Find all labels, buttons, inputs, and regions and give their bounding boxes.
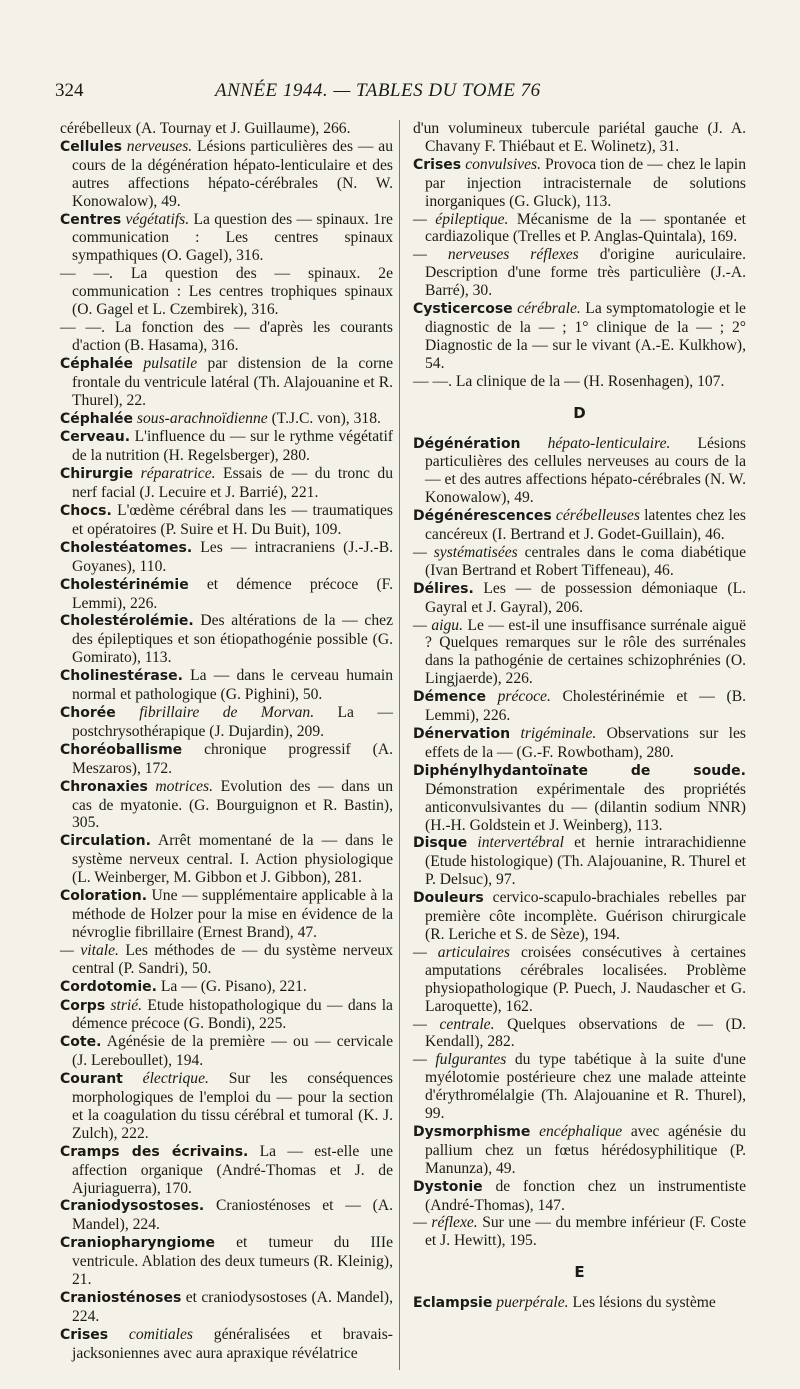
- index-entry: [60, 978, 393, 997]
- index-entry: [60, 465, 393, 502]
- entry-qualifier: — systématisées: [413, 543, 518, 561]
- entry-text: Agénésie de la première — ou — cervicale (J. Lereboullet), 194.: [72, 1033, 393, 1070]
- entry-text: généralisées et bravais-jacksoniennes avec aura apraxique révélatrice: [72, 1325, 393, 1362]
- entry-text: Une — supplémentaire applicable à la méthode de Holzer pour la mise en évidence de la névroglie fibrillaire (Ernest Brand), 47.: [72, 887, 393, 941]
- entry-qualifier: sous-arachnoïdienne: [136, 409, 268, 427]
- entry-qualifier: — centrale.: [413, 1015, 495, 1033]
- entry-text: et hernie intrarachidienne (Etude histologique) (Th. Alajouanine, R. Thurel et P. Delsuc), 97.: [425, 834, 746, 889]
- entry-text: Etude histopathologique du — dans la démence précoce (G. Bondi), 225.: [72, 996, 393, 1033]
- index-entry: [413, 156, 746, 211]
- entry-qualifier: encéphalique: [539, 1122, 623, 1140]
- entry-text: centrales dans le coma diabétique (Ivan Bertrand et Robert Tiffeneau), 46.: [425, 543, 746, 579]
- entry-headword: Disque: [413, 835, 468, 852]
- entry-headword: Eclampsie: [413, 1295, 493, 1312]
- entry-qualifier: pulsatile: [143, 354, 198, 372]
- entry-qualifier: hépato-lenticulaire.: [547, 434, 671, 452]
- entry-text: du type tabétique à la suite d'une myélotomie postérieure chez une malade atteinte d'érythromélalgie (Th. Alajouanine et R. Thurel), 99.: [425, 1051, 746, 1123]
- entry-headword: Choréoballisme: [60, 741, 183, 758]
- entry-headword: Dystonie: [413, 1178, 483, 1195]
- entry-text: La — (G. Pisano), 221.: [156, 977, 307, 995]
- entry-text: et tumeur du IIIe ventricule. Ablation des deux tumeurs (R. Kleinig), 21.: [72, 1234, 393, 1289]
- entry-qualifier: cérébrale.: [517, 300, 581, 318]
- index-entry: [60, 319, 393, 355]
- index-entry: [60, 410, 393, 429]
- page-number: 324: [55, 80, 84, 101]
- section-letter-d: D: [573, 403, 586, 422]
- entry-headword: Chronaxies: [60, 778, 148, 795]
- entry-text: La — est-elle une affection organique (André-Thomas et J. de Ajuriaguerra), 170.: [72, 1142, 394, 1197]
- entry-text: L'influence du — sur le rythme végétatif de la nutrition (H. Regelsberger), 280.: [72, 428, 393, 465]
- left-column: [60, 120, 393, 1363]
- index-entry: [60, 997, 393, 1034]
- index-entry: [60, 1070, 393, 1143]
- entry-text: Les méthodes de — du système nerveux central (P. Sandri), 50.: [72, 941, 393, 977]
- entry-text: par distension de la corne frontale du ventricule latéral (Th. Alajouanine et R. Thurel), 22.: [72, 354, 393, 409]
- index-entry: [413, 211, 746, 247]
- index-entry: [60, 1234, 393, 1289]
- index-entry: [60, 832, 393, 887]
- index-entry: [60, 1289, 393, 1326]
- entry-headword: Cysticercose: [413, 301, 513, 318]
- entry-headword: Coloration.: [60, 888, 148, 905]
- entry-headword: Circulation.: [60, 833, 151, 850]
- entry-text: avec agénésie du pallium chez un fœtus hérédosyphilitique (P. Manunza), 49.: [425, 1122, 746, 1177]
- entry-headword: Cellules: [60, 138, 122, 155]
- index-entry: [413, 246, 746, 300]
- entry-headword: Cholestéatomes.: [60, 539, 193, 556]
- index-entry: [60, 1326, 393, 1363]
- entry-headword: Cholinestérase.: [60, 668, 183, 685]
- entry-headword: Courant: [60, 1071, 123, 1088]
- entry-headword: Dégénérescences: [413, 508, 552, 525]
- entry-qualifier: comitiales: [128, 1325, 194, 1343]
- entry-headword: Craniosténoses: [60, 1290, 182, 1306]
- entry-text: Sur les conséquences morphologiques de l'emploi du — pour la section et la coagulation du tissu cérébral et tumoral (K. J. Zulch), 222.: [72, 1070, 393, 1142]
- entry-text: Les — intracraniens (J.-J.-B. Goyanes), 110.: [72, 538, 393, 575]
- entry-headword: Douleurs: [413, 890, 484, 907]
- entry-headword: Cholestérolémie.: [60, 613, 194, 630]
- entry-qualifier: — fulgurantes: [413, 1051, 507, 1069]
- index-entry: [413, 373, 746, 391]
- index-entry: [60, 667, 393, 704]
- index-entry: [413, 435, 746, 508]
- entry-text: — —. La fonction des — d'après les courants d'action (B. Hasama), 316.: [60, 318, 393, 354]
- index-entry: [60, 265, 393, 319]
- index-entry: [413, 544, 746, 580]
- entry-headword: Démence: [413, 689, 486, 706]
- entry-text: Evolution des — dans un cas de myatonie. (G. Bourguignon et R. Bastin), 305.: [72, 777, 393, 832]
- entry-text: Essais de — du tronc du nerf facial (J. Lecuire et J. Barrié), 221.: [72, 465, 393, 502]
- entry-qualifier: nerveuses.: [126, 137, 193, 155]
- index-entry: [413, 580, 746, 617]
- index-entry: [413, 120, 746, 156]
- entry-text: — —. La clinique de la — (H. Rosenhagen), 107.: [413, 372, 725, 390]
- index-entry: [60, 942, 393, 978]
- entry-headword: Chirurgie: [60, 466, 134, 483]
- entry-headword: Cordotomie.: [60, 978, 157, 995]
- index-entry: [413, 1214, 746, 1250]
- entry-text: — —. La question des — spinaux. 2e communication : Les centres trophiques spinaux (O. Gagel et L. Czembirek), 316.: [60, 265, 393, 319]
- index-entry: [60, 502, 393, 539]
- entry-headword: Cerveau.: [60, 429, 131, 446]
- entry-qualifier: — réflexe.: [413, 1214, 478, 1232]
- entry-qualifier: convulsives.: [465, 155, 541, 173]
- entry-text: latentes chez les cancéreux (I. Bertrand et J. Godet-Guillain), 46.: [425, 507, 746, 544]
- entry-text: chronique progressif (A. Meszaros), 172.: [72, 740, 393, 777]
- index-entry: [60, 576, 393, 613]
- column-divider: [399, 120, 400, 1370]
- entry-qualifier: motrices.: [155, 777, 214, 795]
- entry-qualifier: réparatrice.: [140, 465, 216, 483]
- entry-qualifier: précoce.: [497, 688, 551, 706]
- entry-text: Sur une — du membre inférieur (F. Coste et J. Hewitt), 195.: [425, 1214, 746, 1250]
- entry-text: Cholestérinémie et — (B. Lemmi), 226.: [425, 688, 746, 725]
- entry-headword: Cote.: [60, 1034, 102, 1051]
- entry-headword: Cramps des écrivains.: [60, 1143, 249, 1160]
- running-header: [55, 80, 745, 110]
- entry-text: cérébelleux (A. Tournay et J. Guillaume), 266.: [60, 120, 351, 137]
- entry-qualifier: — épileptique.: [413, 210, 509, 228]
- entry-headword: Diphénylhydantoïnate de soude.: [413, 762, 746, 779]
- entry-headword: Crises: [413, 156, 462, 173]
- entry-qualifier: — vitale.: [60, 941, 119, 959]
- index-entry: [413, 617, 746, 689]
- index-entry: [60, 539, 393, 576]
- index-entry: [60, 1197, 393, 1234]
- index-entry: [413, 1051, 746, 1123]
- index-entry: [413, 944, 746, 1016]
- index-entry: [60, 211, 393, 266]
- index-entry: [60, 1143, 393, 1198]
- entry-text: La — postchrysothérapique (J. Dujardin), 209.: [72, 704, 393, 740]
- entry-text: Démonstration expérimentale des propriétés anticonvulsivantes du — (dilantin sodium NNR) (H.-H. Goldstein et J. Weinberg), 113.: [425, 780, 746, 834]
- entry-text: La — dans le cerveau humain normal et pathologique (G. Pighini), 50.: [72, 667, 393, 704]
- entry-text: Arrêt momentané de la — dans le système nerveux central. I. Action physiologique (L. Weinberger, M. Gibbon et J. Gibbon), 281.: [72, 832, 393, 887]
- entry-headword: Délires.: [413, 580, 474, 597]
- index-entry: [60, 138, 393, 211]
- index-entry: [413, 300, 746, 373]
- entry-text: de fonction chez un instrumentiste (André-Thomas), 147.: [425, 1177, 746, 1214]
- entry-text: (T.J.C. von), 318.: [267, 409, 381, 427]
- entry-text: Quelques observations de — (D. Kendall), 282.: [425, 1015, 746, 1051]
- entry-text: Provoca tion de — chez le lapin par injection intracisternale de solutions inorganiques (G. Gluck), 113.: [425, 155, 747, 210]
- index-entry: [413, 1016, 746, 1052]
- entry-qualifier: intervertébral: [477, 834, 565, 852]
- entry-qualifier: cérébelleuses: [555, 507, 640, 525]
- entry-qualifier: — aigu.: [413, 616, 463, 634]
- index-entry: [413, 725, 746, 762]
- index-entry: [60, 778, 393, 833]
- index-entry: [60, 704, 393, 741]
- index-entry: [60, 612, 393, 667]
- index-entry: [413, 1178, 746, 1215]
- index-entry: [413, 1123, 746, 1178]
- index-entry: [60, 1033, 393, 1070]
- entry-text: Lésions particulières des — au cours de la dégénération hépato-lenticulaire et des autres affections hépato-cérébrales (N. W. Konowalow), 49.: [72, 137, 393, 210]
- entry-headword: Dégénération: [413, 435, 521, 452]
- entry-qualifier: trigéminale.: [520, 725, 597, 742]
- entry-text: La question des — spinaux. 1re communication : Les centres spinaux sympathiques (O. Gagel), 316.: [72, 210, 393, 265]
- entry-text: Les lésions du système: [568, 1294, 716, 1312]
- index-entry: [60, 428, 393, 465]
- entry-qualifier: électrique.: [142, 1070, 209, 1088]
- index-entry: [413, 1294, 746, 1313]
- entry-headword: Corps: [60, 997, 106, 1014]
- entry-text: Des altérations de la — chez des épileptiques et son étiopathogénie possible (G. Gomirato), 113.: [72, 612, 393, 667]
- index-entry: [60, 120, 393, 138]
- entry-headword: Céphalée: [60, 410, 133, 427]
- entry-qualifier: strié.: [110, 996, 143, 1014]
- entry-headword: Chorée: [60, 705, 116, 721]
- entry-headword: Chocs.: [60, 503, 112, 520]
- entry-text: Craniosténoses et — (A. Mandel), 224.: [72, 1197, 393, 1234]
- entry-headword: Craniopharyngiome: [60, 1235, 215, 1252]
- entry-headword: Dénervation: [413, 726, 511, 742]
- entry-text: Observations sur les effets de la — (G.-F. Rowbotham), 280.: [425, 725, 746, 761]
- running-title: ANNÉE 1944. — TABLES DU TOME 76: [215, 80, 541, 101]
- entry-text: Les — de possession démoniaque (L. Gayral et J. Gayral), 206.: [425, 579, 746, 616]
- entry-qualifier: — nerveuses réflexes: [413, 246, 579, 264]
- entry-text: La symptomatologie et le diagnostic de la — ; 1° clinique de la — ; 2° Diagnostic de la — sur le vivant (A.-E. Kulkhow), 54.: [425, 300, 746, 372]
- entry-text: Le — est-il une insuffisance surrénale aiguë ? Quelques remarques sur le rôle des surrénales dans la pathogénie de certaines schizophrénies (O. Lingjaerde), 226.: [425, 616, 746, 688]
- entry-text: d'un volumineux tubercule pariétal gauche (J. A. Chavany F. Thiébaut et E. Wolinetz), 31.: [413, 120, 746, 155]
- index-entry: [413, 507, 746, 544]
- index-entry: [60, 741, 393, 778]
- entry-headword: Craniodysostoses.: [60, 1198, 205, 1215]
- entry-headword: Crises: [60, 1326, 109, 1343]
- entry-qualifier: — articulaires: [413, 943, 510, 961]
- entry-text: Lésions particulières des cellules nerveuses au cours de la — et des autres affections hépato-cérébrales (N. W. Konowalow), 49.: [425, 434, 746, 507]
- index-entry: [413, 762, 746, 835]
- index-entry: [413, 834, 746, 889]
- entry-qualifier: fibrillaire de Morvan.: [139, 704, 315, 721]
- entry-text: d'origine auriculaire. Description d'une forme très particulière (J.-A. Barré), 30.: [425, 246, 746, 300]
- entry-text: L'œdème cérébral dans les — traumatiques et opératoires (P. Suire et H. Du Buit), 109.: [72, 502, 393, 538]
- entry-text: croisées consécutives à certaines amputations cérébrales localisées. Problème physiopathologique (P. Puech, J. Naudascher et G. Laroquette), 162.: [425, 943, 746, 1015]
- index-entry: [60, 355, 393, 410]
- entry-text: Mécanisme de la — spontanée et cardiazolique (Trelles et P. Anglas-Quintala), 169.: [425, 210, 746, 246]
- entry-text: et craniodysostoses (A. Mandel), 224.: [72, 1289, 393, 1325]
- entry-headword: Cholestérinémie: [60, 576, 189, 593]
- entry-headword: Céphalée: [60, 355, 133, 372]
- entry-text: et démence précoce (F. Lemmi), 226.: [72, 575, 393, 612]
- section-letter-e: E: [574, 1263, 585, 1282]
- entry-qualifier: végétatifs.: [125, 210, 190, 228]
- entry-text: cervico-scapulo-brachiales rebelles par première côte incomplète. Guérison chirurgicale (R. Leriche et S. de Sèze), 194.: [425, 889, 746, 943]
- index-entry: [413, 889, 746, 944]
- index-entry: [60, 887, 393, 942]
- entry-qualifier: puerpérale.: [496, 1294, 569, 1312]
- right-column: [413, 120, 746, 1313]
- entry-headword: Centres: [60, 211, 122, 228]
- entry-headword: Dysmorphisme: [413, 1123, 531, 1140]
- index-entry: [413, 688, 746, 725]
